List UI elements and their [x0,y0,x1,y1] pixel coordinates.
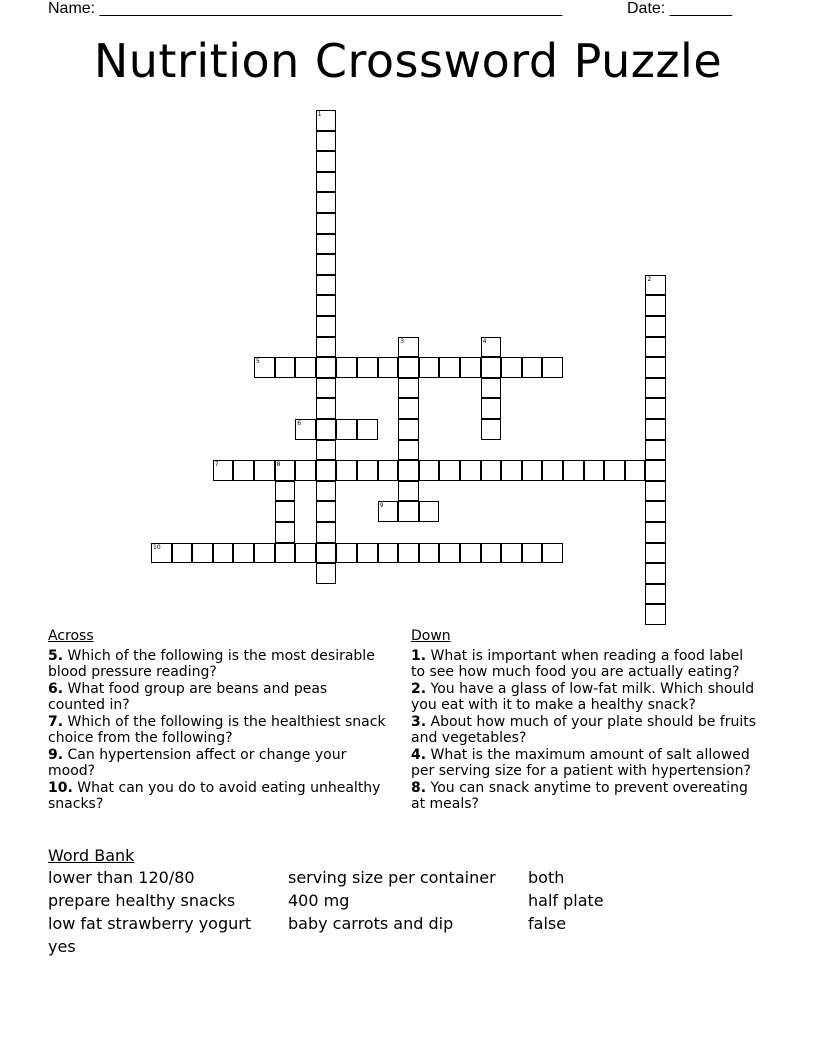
crossword-cell[interactable] [316,419,337,440]
crossword-cell[interactable] [645,584,666,605]
clue-number-label: 8. [411,780,427,796]
crossword-cell[interactable] [645,440,666,461]
crossword-cell[interactable] [316,357,337,378]
clue-number-label: 10. [48,780,73,796]
crossword-cell[interactable] [398,543,419,564]
name-field-label: Name: ____________________________________________________ [48,0,563,17]
crossword-cell[interactable] [357,543,378,564]
crossword-cell[interactable] [254,357,275,378]
crossword-cell[interactable] [542,543,563,564]
crossword-cell[interactable] [336,460,357,481]
crossword-cell[interactable] [419,501,440,522]
clue-text: What food group are beans and peas counted in? [48,681,328,713]
crossword-cell[interactable] [316,295,337,316]
crossword-cell[interactable] [398,337,419,358]
across-heading: Across [48,628,94,644]
crossword-cell[interactable] [439,460,460,481]
clue-number-label: 5. [48,648,64,664]
crossword-cell[interactable] [316,378,337,399]
crossword-cell[interactable] [316,522,337,543]
crossword-cell[interactable] [316,275,337,296]
clue-text: About how much of your plate should be fruits and vegetables? [411,714,757,746]
crossword-cell[interactable] [316,172,337,193]
crossword-cell[interactable] [295,419,316,440]
crossword-cell[interactable] [439,357,460,378]
crossword-cell[interactable] [213,543,234,564]
crossword-cell[interactable] [275,501,296,522]
crossword-cell[interactable] [336,543,357,564]
crossword-cell[interactable] [419,357,440,378]
crossword-cell[interactable] [481,543,502,564]
crossword-cell[interactable] [275,543,296,564]
word-bank-item: yes [48,937,76,956]
crossword-cell[interactable] [316,337,337,358]
crossword-cell[interactable] [522,357,543,378]
crossword-cell[interactable] [460,357,481,378]
clue-number-label: 1. [411,648,427,664]
clue-number: 3 [400,337,405,345]
crossword-cell[interactable] [481,378,502,399]
clue-number-label: 7. [48,714,64,730]
crossword-cell[interactable] [275,460,296,481]
clue-text: Which of the following is the healthiest snack choice from the following? [48,714,386,746]
crossword-cell[interactable] [460,460,481,481]
clue-number: 9 [379,502,384,510]
clue-text: Can hypertension affect or change your mood? [48,747,347,779]
down-clue [411,648,761,680]
crossword-cell[interactable] [316,563,337,584]
crossword-cell[interactable] [625,460,646,481]
crossword-cell[interactable] [419,543,440,564]
word-bank-item: serving size per container [288,868,496,887]
crossword-cell[interactable] [316,131,337,152]
crossword-cell[interactable] [645,543,666,564]
crossword-cell[interactable] [398,460,419,481]
crossword-cell[interactable] [645,275,666,296]
crossword-cell[interactable] [645,398,666,419]
word-bank-item: low fat strawberry yogurt [48,914,252,933]
crossword-cell[interactable] [645,337,666,358]
across-clue [48,714,388,746]
clue-number: 1 [317,111,322,118]
crossword-cell[interactable] [398,357,419,378]
crossword-cell[interactable] [316,213,337,234]
crossword-cell[interactable] [481,337,502,358]
down-clue [411,747,761,779]
crossword-cell[interactable] [378,460,399,481]
across-clues [48,628,388,813]
down-clue [411,681,761,713]
crossword-cell[interactable] [460,543,481,564]
crossword-cell[interactable] [645,563,666,584]
crossword-cell[interactable] [316,501,337,522]
crossword-cell[interactable] [398,501,419,522]
crossword-cell[interactable] [254,460,275,481]
clue-number-label: 9. [48,747,64,763]
down-clue [411,714,761,746]
down-clue [411,780,761,812]
crossword-cell[interactable] [336,419,357,440]
crossword-cell[interactable] [398,440,419,461]
crossword-cell[interactable] [645,501,666,522]
across-clue [48,648,388,680]
crossword-cell[interactable] [378,543,399,564]
crossword-cell[interactable] [316,151,337,172]
clue-text: Which of the following is the most desirable blood pressure reading? [48,648,375,680]
crossword-cell[interactable] [398,481,419,502]
down-heading: Down [411,628,451,644]
crossword-cell[interactable] [522,543,543,564]
clue-number: 6 [297,420,302,427]
crossword-cell[interactable] [295,543,316,564]
clue-number: 8 [276,461,281,469]
crossword-cell[interactable] [481,419,502,440]
crossword-cell[interactable] [233,543,254,564]
crossword-cell[interactable] [295,460,316,481]
clue-number-label: 6. [48,681,64,697]
crossword-cell[interactable] [275,481,296,502]
crossword-cell[interactable] [439,543,460,564]
word-bank-item: baby carrots and dip [288,914,454,933]
clue-number-label: 2. [411,681,427,697]
crossword-cell[interactable] [316,234,337,255]
crossword-cell[interactable] [522,460,543,481]
word-bank-item: lower than 120/80 [48,868,195,887]
crossword-cell[interactable] [172,543,193,564]
down-clues [411,628,761,813]
word-bank [48,846,768,958]
clue-number: 10 [153,543,161,551]
crossword-cell[interactable] [645,378,666,399]
crossword-cell[interactable] [398,419,419,440]
crossword-cell[interactable] [233,460,254,481]
crossword-cell[interactable] [213,460,234,481]
clue-text: What can you do to avoid eating unhealthy snacks? [48,780,381,812]
crossword-cell[interactable] [357,357,378,378]
crossword-cell[interactable] [501,357,522,378]
crossword-cell[interactable] [419,460,440,481]
crossword-cell[interactable] [645,316,666,337]
crossword-cell[interactable] [563,460,584,481]
across-clue [48,681,388,713]
crossword-cell[interactable] [645,357,666,378]
crossword-cell[interactable] [604,460,625,481]
word-bank-item: half plate [528,891,604,910]
crossword-cell[interactable] [645,295,666,316]
word-bank-item: both [528,868,565,887]
clue-text: What is the maximum amount of salt allowed per serving size for a patient with hypertension? [411,747,751,779]
crossword-cell[interactable] [316,110,337,131]
crossword-cell[interactable] [357,419,378,440]
page-title: Nutrition Crossword Puzzle [93,34,723,88]
crossword-cell[interactable] [316,398,337,419]
word-bank-item: prepare healthy snacks [48,891,236,910]
crossword-cell[interactable] [501,460,522,481]
crossword-cell[interactable] [295,357,316,378]
crossword-cell[interactable] [398,398,419,419]
crossword-cell[interactable] [357,460,378,481]
crossword-cell[interactable] [275,522,296,543]
crossword-cell[interactable] [316,316,337,337]
across-clue [48,780,388,812]
crossword-cell[interactable] [645,522,666,543]
clue-number: 7 [214,461,219,469]
crossword-cell[interactable] [645,419,666,440]
crossword-cell[interactable] [481,460,502,481]
clue-number: 2 [647,275,652,283]
crossword-cell[interactable] [645,460,666,481]
clue-number: 5 [256,358,260,366]
crossword-cell[interactable] [316,440,337,461]
clue-text: You have a glass of low-fat milk. Which should you eat with it to make a healthy snack? [411,681,755,713]
word-bank-heading: Word Bank [48,846,135,865]
crossword-cell[interactable] [584,460,605,481]
crossword-cell[interactable] [254,543,275,564]
word-bank-item: 400 mg [288,891,350,910]
clue-text: You can snack anytime to prevent overeating at meals? [411,780,748,812]
crossword-cell[interactable] [316,254,337,275]
clue-number: 4 [482,337,487,345]
crossword-cell[interactable] [501,543,522,564]
crossword-cell[interactable] [481,398,502,419]
crossword-cell[interactable] [316,481,337,502]
word-bank-item: false [528,914,567,933]
crossword-cell[interactable] [336,357,357,378]
clue-text: What is important when reading a food label to see how much food you are actually eating? [411,648,744,680]
clue-number-label: 4. [411,747,427,763]
crossword-cell[interactable] [542,357,563,378]
crossword-cell[interactable] [316,192,337,213]
crossword-cell[interactable] [316,460,337,481]
crossword-cell[interactable] [192,543,213,564]
crossword-cell[interactable] [481,357,502,378]
crossword-cell[interactable] [378,501,399,522]
crossword-cell[interactable] [316,543,337,564]
crossword-cell[interactable] [645,604,666,625]
crossword-cell[interactable] [542,460,563,481]
crossword-cell[interactable] [378,357,399,378]
date-field-label: Date: _______ [627,0,732,17]
clue-number-label: 3. [411,714,427,730]
crossword-cell[interactable] [151,543,172,564]
crossword-cell[interactable] [275,357,296,378]
crossword-cell[interactable] [645,481,666,502]
crossword-cell[interactable] [398,378,419,399]
across-clue [48,747,388,779]
